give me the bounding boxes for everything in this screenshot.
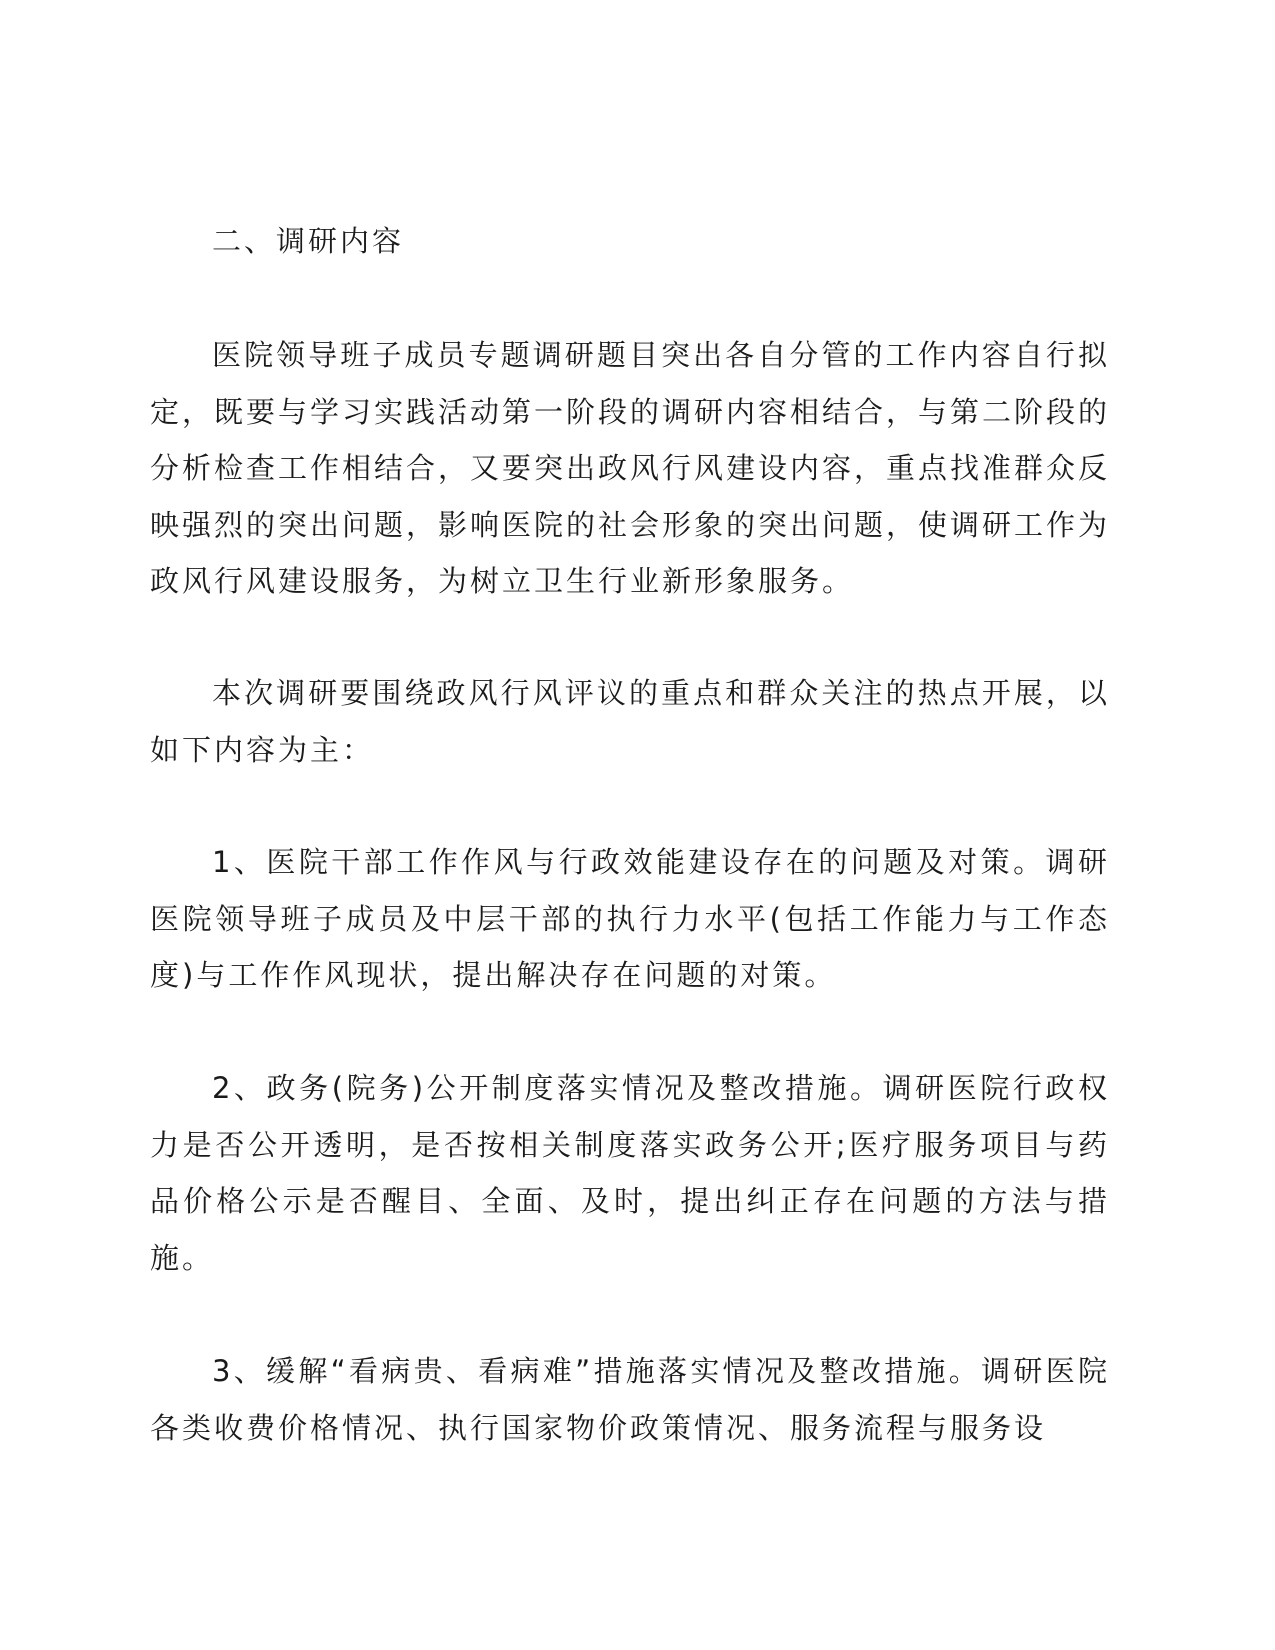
- list-item-3: 3、缓解“看病贵、看病难”措施落实情况及整改措施。调研医院各类收费价格情况、执行国家物价政策情况、服务流程与服务设: [150, 1354, 1110, 1445]
- list-item-1: 1、医院干部工作作风与行政效能建设存在的问题及对策。调研医院领导班子成员及中层干部的执行力水平(包括工作能力与工作态度)与工作作风现状，提出解决存在问题的对策。: [150, 845, 1110, 992]
- paragraph-research-focus: 本次调研要围绕政风行风评议的重点和群众关注的热点开展，以如下内容为主：: [150, 676, 1110, 767]
- section-heading: 二、调研内容: [212, 224, 405, 258]
- list-item-2: 2、政务(院务)公开制度落实情况及整改措施。调研医院行政权力是否公开透明，是否按相关制度落实政务公开;医疗服务项目与药品价格公示是否醒目、全面、及时，提出纠正存在问题的方法与措施。: [150, 1071, 1110, 1275]
- paragraph-research-topics: 医院领导班子成员专题调研题目突出各自分管的工作内容自行拟定，既要与学习实践活动第一阶段的调研内容相结合，与第二阶段的分析检查工作相结合，又要突出政风行风建设内容，重点找准群众反映强烈的突出问题，影响医院的社会形象的突出问题，使调研工作为政风行风建设服务，为树立卫生行业新形象服务。: [150, 338, 1111, 598]
